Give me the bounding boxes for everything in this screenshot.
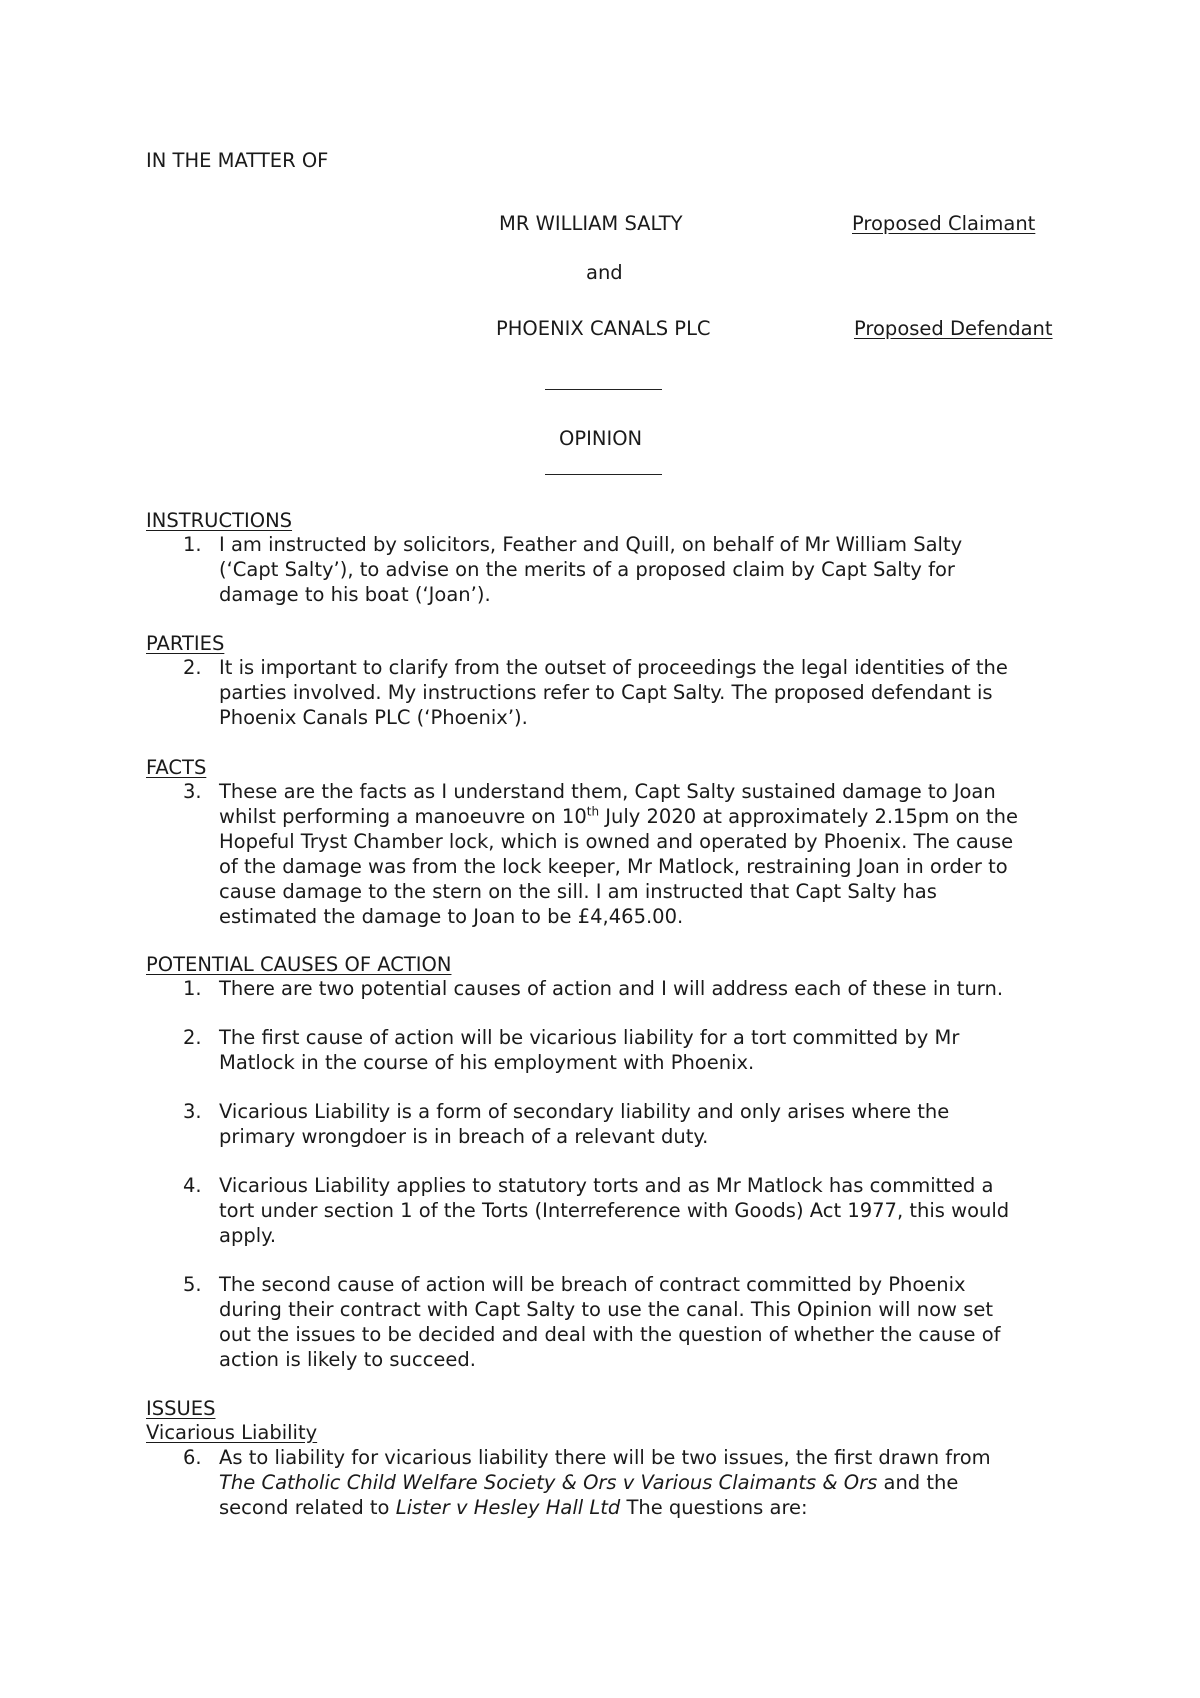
paragraph-number: 1. (183, 977, 202, 1000)
text-line: action is likely to succeed. (219, 1348, 476, 1371)
paragraph-number: 3. (183, 1100, 202, 1123)
paragraph-number: 5. (183, 1273, 202, 1296)
section-heading-issues: ISSUES (146, 1397, 216, 1420)
text-line: Vicarious Liability applies to statutory torts and as Mr Matlock has committed a (219, 1174, 994, 1197)
paragraph-number: 2. (183, 1026, 202, 1049)
text-line: Matlock in the course of his employment with Phoenix. (219, 1051, 755, 1074)
text-line: (‘Capt Salty’), to advise on the merits of a proposed claim by Capt Salty for (219, 558, 955, 581)
paragraph-causes-3 (146, 1099, 1066, 1149)
text-line: parties involved. My instructions refer to Capt Salty. The proposed defendant is (219, 681, 993, 704)
document-title: OPINION (559, 427, 643, 450)
text-line: estimated the damage to Joan to be £4,465.00. (219, 905, 684, 928)
text-line: As to liability for vicarious liability there will be two issues, the first drawn from (219, 1446, 991, 1469)
claimant-role: Proposed Claimant (852, 212, 1036, 235)
text-line: It is important to clarify from the outset of proceedings the legal identities of the (219, 656, 1008, 679)
text-line: second related to Lister v Hesley Hall Ltd The questions are: (219, 1496, 808, 1519)
paragraph-number: 2. (183, 656, 202, 679)
text-line: primary wrongdoer is in breach of a relevant duty. (219, 1125, 709, 1148)
text-line: cause damage to the stern on the sill. I am instructed that Capt Salty has (219, 880, 937, 903)
text-line: I am instructed by solicitors, Feather and Quill, on behalf of Mr William Salty (219, 533, 963, 556)
text-line: apply. (219, 1224, 277, 1247)
text-line: Phoenix Canals PLC (‘Phoenix’). (219, 706, 528, 729)
text-line: Vicarious Liability is a form of secondary liability and only arises where the (219, 1100, 950, 1123)
text-line: out the issues to be decided and deal with the question of whether the cause of (219, 1323, 1001, 1346)
text-line: tort under section 1 of the Torts (Interreference with Goods) Act 1977, this would (219, 1199, 1010, 1222)
text-line: during their contract with Capt Salty to use the canal. This Opinion will now set (219, 1298, 993, 1321)
text-line: These are the facts as I understand them, Capt Salty sustained damage to Joan (219, 780, 996, 803)
paragraph-parties-2 (146, 655, 1066, 730)
matter-heading: IN THE MATTER OF (146, 149, 329, 172)
defendant-name: PHOENIX CANALS PLC (496, 317, 711, 340)
text-line: The second cause of action will be breach of contract committed by Phoenix (219, 1273, 966, 1296)
paragraph-number: 4. (183, 1174, 202, 1197)
paragraph-causes-2 (146, 1025, 1066, 1075)
subheading-vicarious-liability: Vicarious Liability (146, 1421, 318, 1444)
paragraph-issues-6 (146, 1445, 1066, 1520)
defendant-role: Proposed Defendant (854, 317, 1053, 340)
case-citation: Lister v Hesley Hall Ltd (395, 1496, 621, 1519)
title-rule-top (545, 389, 662, 390)
text-line: damage to his boat (‘Joan’). (219, 583, 491, 606)
section-heading-parties: PARTIES (146, 632, 225, 655)
title-rule-bottom (545, 474, 662, 475)
section-heading-instructions: INSTRUCTIONS (146, 509, 293, 532)
paragraph-causes-5 (146, 1272, 1066, 1372)
claimant-name: MR WILLIAM SALTY (499, 212, 683, 235)
section-heading-facts: FACTS (146, 756, 207, 779)
text-line: of the damage was from the lock keeper, Mr Matlock, restraining Joan in order to (219, 855, 1008, 878)
paragraph-causes-1 (146, 976, 1066, 1001)
paragraph-number: 1. (183, 533, 202, 556)
text-line: The Catholic Child Welfare Society & Ors v Various Claimants & Ors and the (219, 1471, 959, 1494)
text-line: The first cause of action will be vicarious liability for a tort committed by Mr (219, 1026, 960, 1049)
case-citation: The Catholic Child Welfare Society & Ors v Various Claimants & Ors (219, 1471, 878, 1494)
text-line: There are two potential causes of action and I will address each of these in turn. (219, 977, 1004, 1000)
paragraph-facts-3 (146, 779, 1066, 929)
section-heading-causes: POTENTIAL CAUSES OF ACTION (146, 953, 452, 976)
text-line: Hopeful Tryst Chamber lock, which is owned and operated by Phoenix. The cause (219, 830, 1014, 853)
paragraph-causes-4 (146, 1173, 1066, 1248)
paragraph-number: 6. (183, 1446, 202, 1469)
text-line: whilst performing a manoeuvre on 10th July 2020 at approximately 2.15pm on the (219, 804, 1018, 828)
paragraph-instructions-1 (146, 532, 1066, 607)
and-connector: and (586, 261, 623, 284)
paragraph-number: 3. (183, 780, 202, 803)
